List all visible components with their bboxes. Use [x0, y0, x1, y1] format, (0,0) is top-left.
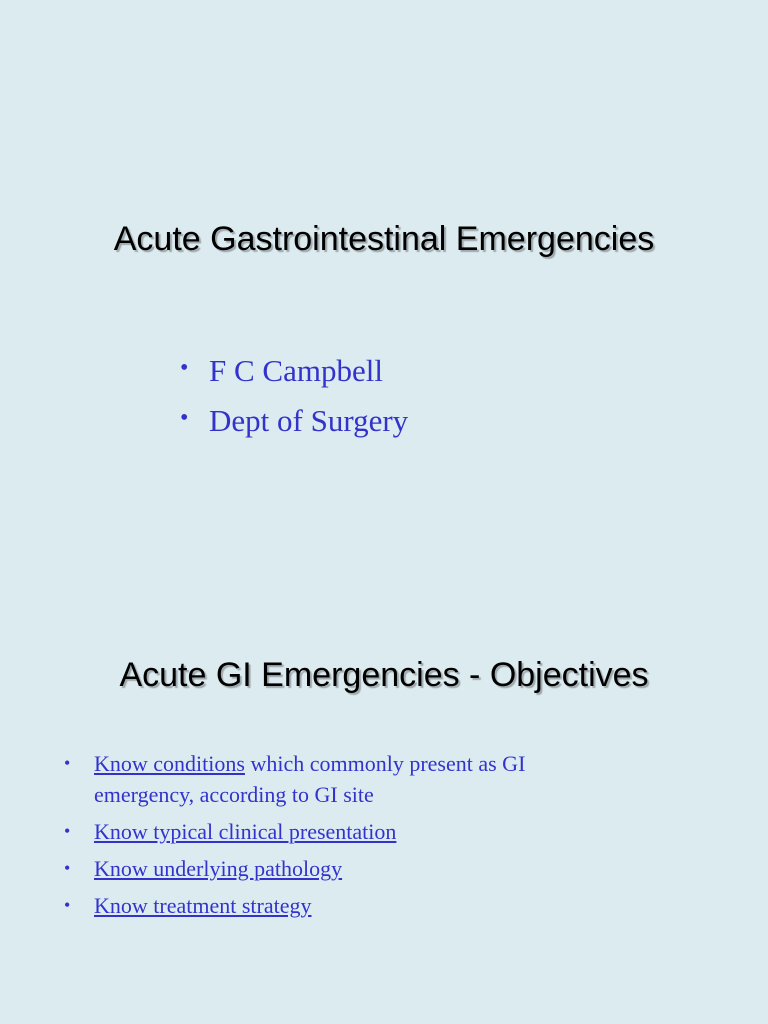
slide-objectives — [0, 512, 768, 1024]
bullet-dot-icon: • — [64, 895, 71, 915]
objective-link-conditions[interactable]: Know conditions — [94, 751, 245, 776]
objective-item — [64, 816, 624, 847]
objective-item — [64, 748, 624, 810]
author-name: F C Campbell — [209, 353, 383, 388]
author-item — [180, 351, 408, 401]
objective-link-presentation[interactable]: Know typical clinical presentation — [94, 819, 397, 844]
bullet-dot-icon: • — [64, 753, 71, 773]
objectives-list — [64, 748, 624, 927]
slide-2-title: Acute GI Emergencies - Objectives — [119, 656, 649, 694]
bullet-dot-icon: • — [180, 405, 189, 431]
department-item — [180, 401, 408, 451]
objective-text: which commonly present as GI emergency, according to GI site — [94, 751, 526, 807]
objective-link-treatment[interactable]: Know treatment strategy — [94, 893, 312, 918]
objective-item — [64, 890, 624, 921]
author-list — [180, 351, 408, 451]
bullet-dot-icon: • — [64, 821, 71, 841]
objective-link-pathology[interactable]: Know underlying pathology — [94, 856, 343, 881]
bullet-dot-icon: • — [180, 355, 189, 381]
slide-1-title: Acute Gastrointestinal Emergencies — [113, 220, 655, 258]
department-name: Dept of Surgery — [209, 403, 409, 438]
objective-item — [64, 853, 624, 884]
bullet-dot-icon: • — [64, 858, 71, 878]
